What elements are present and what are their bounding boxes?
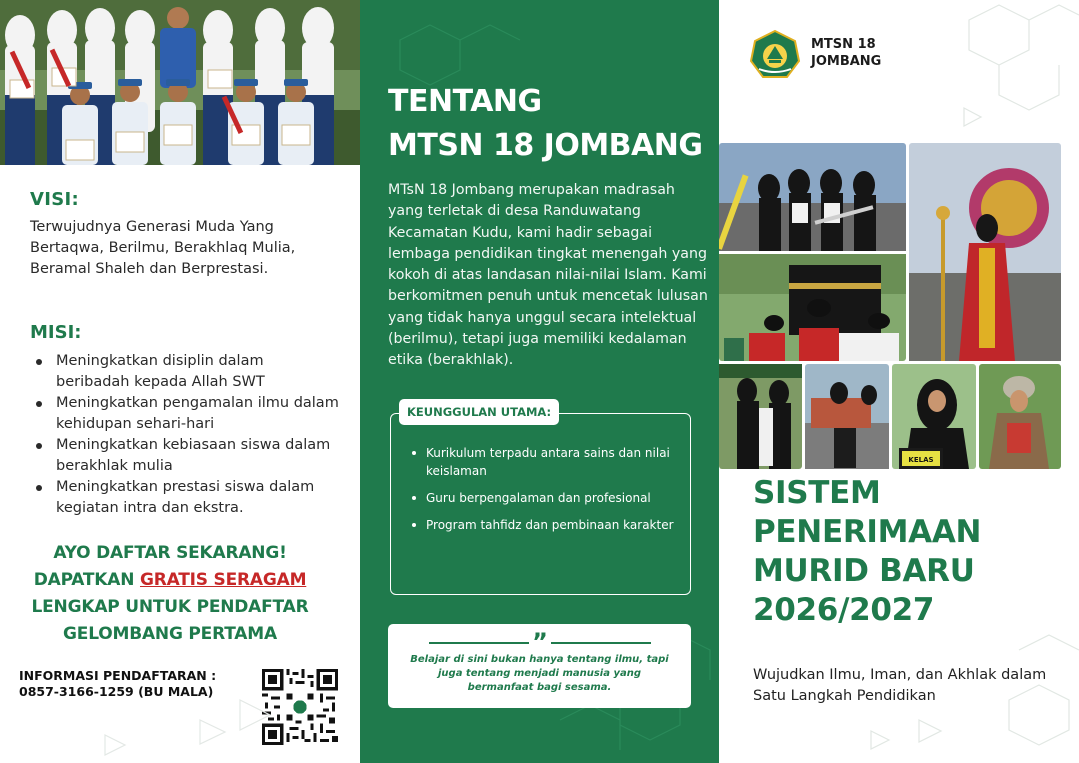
misi-item: Meningkatkan pengamalan ilmu dalam kehidupan sehari-hari — [36, 393, 341, 435]
cta-line-2 — [20, 567, 320, 594]
about-title-line-2: MTSN 18 JOMBANG — [388, 128, 703, 163]
collage-photo — [979, 364, 1061, 469]
advantage-item: Guru berpengalaman dan profesional — [412, 489, 682, 507]
collage-photo — [805, 364, 889, 469]
collage-photo — [892, 364, 976, 469]
misi-item: Meningkatkan kebiasaan siswa dalam berakhlak mulia — [36, 435, 341, 477]
collage-photo-sign: KELAS — [908, 456, 934, 464]
cta-line-3: LENGKAP UNTUK PENDAFTAR — [31, 597, 309, 617]
misi-title: MISI: — [30, 322, 82, 343]
collage-photo — [719, 364, 802, 469]
free-uniform-highlight: GRATIS SERAGAM — [139, 570, 307, 590]
right-panel — [719, 0, 1079, 763]
advantage-item: Kurikulum terpadu antara sains dan nilai keislaman — [412, 444, 682, 480]
admission-title-line-2: PENERIMAAN — [753, 514, 982, 550]
middle-panel — [360, 0, 719, 763]
admission-title-line-4: 2026/2027 — [753, 592, 935, 628]
misi-list — [36, 351, 341, 519]
cta-line-2-prefix: DAPATKAN — [33, 570, 140, 590]
cta-line-1: AYO DAFTAR SEKARANG! — [53, 543, 287, 563]
collage-photo — [719, 143, 906, 251]
misi-item: Meningkatkan prestasi siswa dalam kegiatan intra dan ekstra. — [36, 477, 341, 519]
registration-info-label: INFORMASI PENDAFTARAN : — [19, 668, 217, 683]
misi-item: Meningkatkan disiplin dalam beribadah kepada Allah SWT — [36, 351, 341, 393]
school-name-line-1: MTSN 18 — [811, 37, 876, 52]
advantages-label: KEUNGGULAN UTAMA: — [399, 399, 559, 425]
advantage-item: Program tahfidz dan pembinaan karakter — [412, 516, 682, 534]
quote-icon: ” — [532, 628, 548, 656]
qr-code[interactable] — [262, 669, 338, 745]
visi-title: VISI: — [30, 189, 79, 210]
school-name-line-2: JOMBANG — [811, 54, 882, 69]
admission-title-line-1: SISTEM — [753, 475, 881, 511]
registration-phone[interactable]: 0857-3166-1259 (BU MALA) — [19, 684, 214, 699]
collage-photo — [909, 143, 1061, 361]
tagline: Wujudkan Ilmu, Iman, dan Akhlak dalam Satu Langkah Pendidikan — [753, 667, 1047, 704]
quote-divider-right — [551, 642, 651, 644]
quote-text: Belajar di sini bukan hanya tentang ilmu, tapi juga tentang menjadi manusia yang bermanfaat bagi sesama. — [410, 654, 669, 693]
quote-card — [388, 624, 691, 708]
quote-divider-left — [429, 642, 529, 644]
admission-title-line-3: MURID BARU — [753, 553, 975, 589]
visi-text: Terwujudnya Generasi Muda Yang Bertaqwa, Berilmu, Berakhlaq Mulia, Beramal Shaleh dan Berprestasi. — [30, 219, 296, 277]
activity-photo-collage — [719, 143, 1061, 469]
school-logo — [749, 29, 801, 81]
registration-cta — [20, 540, 320, 648]
advantages-list — [412, 444, 682, 543]
left-panel — [0, 0, 360, 763]
about-title-line-1: TENTANG — [388, 84, 542, 119]
about-description: MTsN 18 Jombang merupakan madrasah yang terletak di desa Randuwatang Kecamatan Kudu, kami hadir sebagai lembaga pendidikan tingkat menengah yang kokoh di atas landasan nilai-nilai Islam. Kami berkomitmen penuh untuk mencetak lulusan yang tidak hanya unggul secara intelektual (berilmu), tetapi juga memiliki kedalaman etika (berakhlak). — [388, 182, 708, 369]
cta-line-4: GELOMBANG PERTAMA — [63, 624, 277, 644]
admission-title — [753, 474, 1053, 630]
student-group-photo — [0, 0, 360, 165]
collage-photo — [719, 254, 906, 361]
